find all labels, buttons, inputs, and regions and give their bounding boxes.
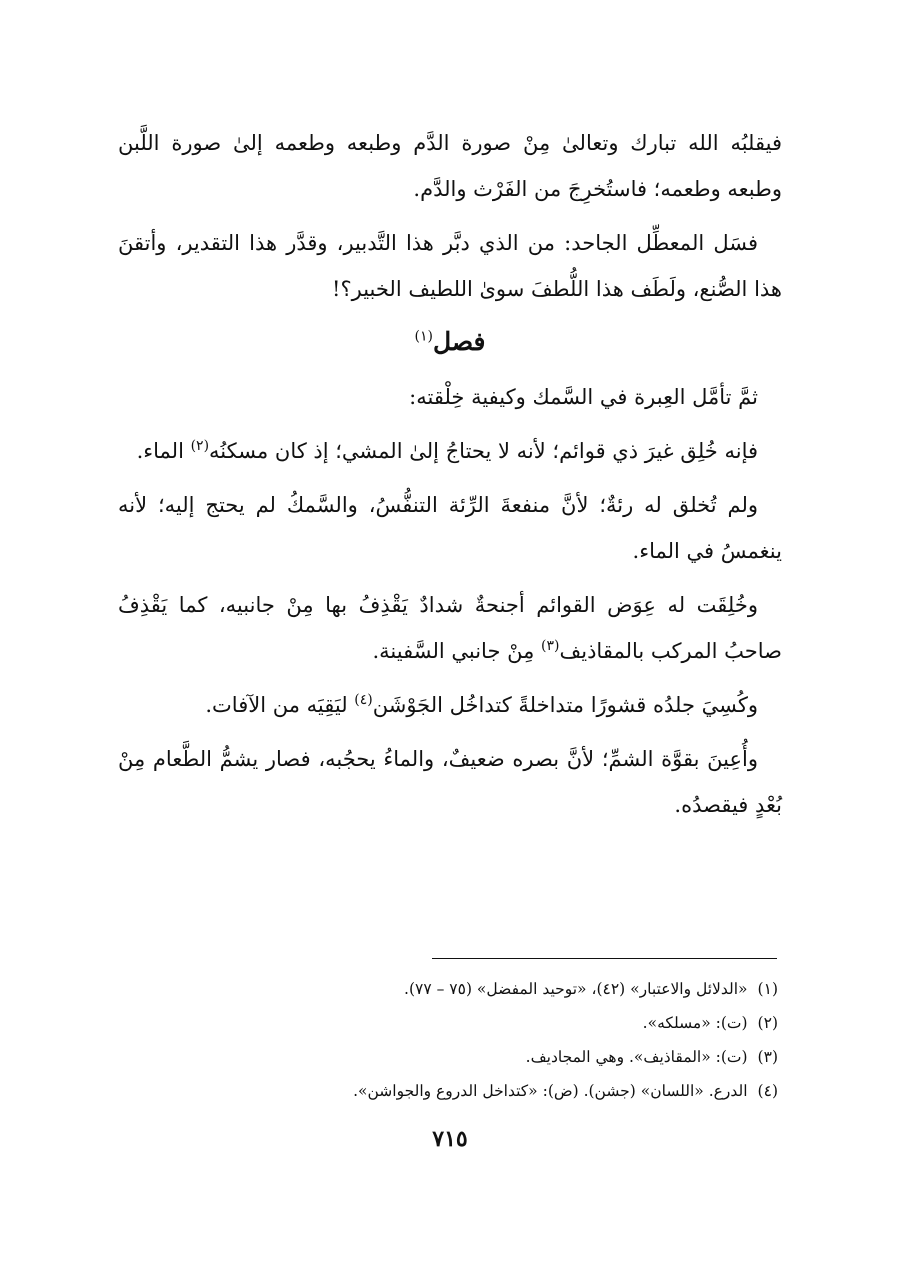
paragraph-4-text: فإنه خُلِق غيرَ ذي قوائم؛ لأنه لا يحتاجُ إلىٰ المشي؛ إذ كان مسكنُه bbox=[209, 439, 758, 463]
paragraph-2: فسَل المعطِّل الجاحد: من الذي دبَّر هذا التَّدبير، وقدَّر هذا التقدير، وأتقنَ هذا الصُّنع، ولَطَف هذا اللُّطفَ سوىٰ اللطيف الخبير؟! bbox=[118, 231, 782, 301]
footnotes bbox=[118, 972, 778, 1108]
footnote-number: (٣) bbox=[757, 1048, 778, 1066]
footnote-4 bbox=[118, 1074, 778, 1108]
footnote-ref-2[interactable]: (٢) bbox=[190, 438, 210, 454]
footnote-text: (ت): «المقاذيف». وهي المجاديف. bbox=[525, 1048, 748, 1066]
footnote-1 bbox=[118, 972, 778, 1006]
paragraph-6 bbox=[118, 582, 782, 674]
footnote-number: (١) bbox=[757, 980, 778, 998]
footnote-ref-3[interactable]: (٣) bbox=[541, 638, 560, 654]
footnote-ref-4[interactable]: (٤) bbox=[354, 692, 373, 708]
footnote-text: (ت): «مسلكه». bbox=[642, 1014, 748, 1032]
paragraph-3: ثمَّ تأمَّل العِبرة في السَّمك وكيفية خِلْقته: bbox=[409, 385, 758, 409]
footnote-divider bbox=[432, 958, 777, 959]
footnote-number: (٢) bbox=[757, 1014, 778, 1032]
footnote-text: «الدلائل والاعتبار» (٤٢)، «توحيد المفضل» (٧٥ – ٧٧). bbox=[404, 980, 748, 998]
page-number: ٧١٥ bbox=[432, 1126, 468, 1152]
section-heading bbox=[118, 320, 782, 364]
paragraph-4-end: الماء. bbox=[136, 439, 191, 463]
footnote-3 bbox=[118, 1040, 778, 1074]
paragraph-1: فيقلبُه الله تبارك وتعالىٰ مِنْ صورة الدَّم وطبعه وطعمه إلىٰ صورة اللَّبن وطبعه وطعمه؛ فاستُخرِجَ من الفَرْث والدَّم. bbox=[118, 131, 782, 201]
paragraph-7-end: ليَقِيَه من الآفات. bbox=[205, 693, 355, 717]
paragraph-6-end: مِنْ جانبي السَّفينة. bbox=[372, 639, 542, 663]
paragraph-6-text: وخُلِقَت له عِوَض القوائم أجنحةٌ شدادٌ يَقْذِفُ بها مِنْ جانبيه، كما يَقْذِفُ صاحبُ المركب بالمقاذيف bbox=[118, 593, 782, 663]
footnote-ref-1[interactable]: (١) bbox=[414, 328, 433, 345]
footnote-text: الدرع. «اللسان» (جشن). (ض): «كتداخل الدروع والجواشن». bbox=[353, 1082, 748, 1100]
footnote-2 bbox=[118, 1006, 778, 1040]
paragraph-5: ولم تُخلق له رئةٌ؛ لأنَّ منفعةَ الرِّئة التنفُّسُ، والسَّمكُ لم يحتج إليه؛ لأنه ينغمسُ في الماء. bbox=[118, 493, 782, 563]
paragraph-8: وأُعِينَ بقوَّة الشمِّ؛ لأنَّ بصره ضعيفٌ، والماءُ يحجُبه، فصار يشمُّ الطَّعام مِنْ بُعْدٍ فيقصدُه. bbox=[118, 747, 782, 817]
footnote-number: (٤) bbox=[757, 1082, 778, 1100]
paragraph-7 bbox=[118, 682, 782, 728]
paragraph-4 bbox=[118, 428, 782, 474]
paragraph-7-text: وكُسِيَ جلدُه قشورًا متداخلةً كتداخُل الجَوْشَن bbox=[372, 693, 758, 717]
section-heading-text: فصل bbox=[432, 327, 486, 356]
